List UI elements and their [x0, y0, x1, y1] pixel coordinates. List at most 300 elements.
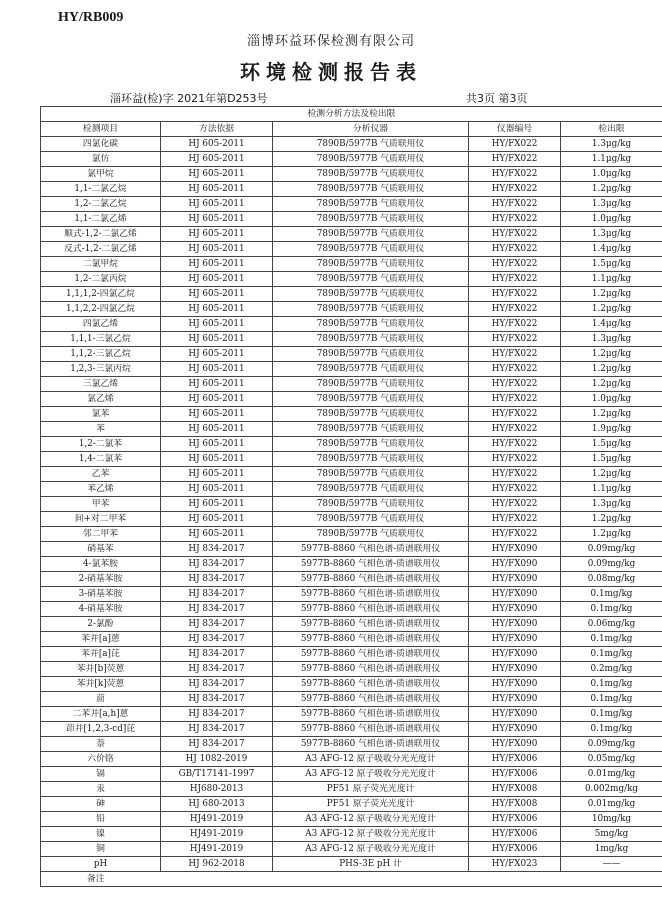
cell-instrument-no: HY/FX090	[469, 707, 561, 722]
cell-instrument-no: HY/FX022	[469, 422, 561, 437]
cell-test-item: 4-硝基苯胺	[41, 602, 161, 617]
report-number: 淄环益(检)字 2021年第D253号	[110, 92, 268, 105]
cell-test-item: 萘	[41, 737, 161, 752]
cell-test-item: 氯甲烷	[41, 167, 161, 182]
cell-method: HJ 605-2011	[161, 422, 273, 437]
cell-instrument: 7890B/5977B 气质联用仪	[273, 182, 469, 197]
cell-method: HJ680-2013	[161, 782, 273, 797]
table-row	[41, 647, 662, 662]
cell-instrument-no: HY/FX090	[469, 602, 561, 617]
cell-instrument: 7890B/5977B 气质联用仪	[273, 242, 469, 257]
cell-method: HJ 605-2011	[161, 302, 273, 317]
cell-method: HJ 834-2017	[161, 632, 273, 647]
cell-test-item: 邻二甲苯	[41, 527, 161, 542]
cell-method: HJ 605-2011	[161, 242, 273, 257]
cell-method: HJ 605-2011	[161, 212, 273, 227]
detection-methods-table	[40, 106, 662, 887]
cell-instrument-no: HY/FX022	[469, 317, 561, 332]
table-row	[41, 662, 662, 677]
cell-instrument-no: HY/FX022	[469, 212, 561, 227]
cell-test-item: 顺式-1,2-二氯乙烯	[41, 227, 161, 242]
table-row	[41, 632, 662, 647]
cell-detection-limit: 1.2μg/kg	[561, 407, 662, 422]
cell-detection-limit: 0.1mg/kg	[561, 677, 662, 692]
section-title-row	[41, 107, 662, 122]
cell-detection-limit: 1.2μg/kg	[561, 302, 662, 317]
cell-test-item: 3-硝基苯胺	[41, 587, 161, 602]
cell-test-item: 4-氯苯胺	[41, 557, 161, 572]
cell-detection-limit: 1.2μg/kg	[561, 362, 662, 377]
cell-test-item: 间+对二甲苯	[41, 512, 161, 527]
cell-instrument: 7890B/5977B 气质联用仪	[273, 302, 469, 317]
cell-test-item: 1,1-二氯乙烯	[41, 212, 161, 227]
cell-test-item: 砷	[41, 797, 161, 812]
cell-instrument-no: HY/FX022	[469, 377, 561, 392]
cell-method: HJ491-2019	[161, 842, 273, 857]
cell-instrument: A3 AFG-12 原子吸收分光光度计	[273, 767, 469, 782]
table-row	[41, 407, 662, 422]
cell-instrument: 7890B/5977B 气质联用仪	[273, 422, 469, 437]
table-row	[41, 527, 662, 542]
cell-instrument-no: HY/FX090	[469, 662, 561, 677]
cell-instrument-no: HY/FX022	[469, 227, 561, 242]
cell-detection-limit: 0.1mg/kg	[561, 587, 662, 602]
cell-method: HJ 605-2011	[161, 197, 273, 212]
table-row	[41, 497, 662, 512]
cell-detection-limit: 0.01mg/kg	[561, 797, 662, 812]
page-info: 共3页 第3页	[466, 92, 528, 105]
cell-detection-limit: 1.0μg/kg	[561, 167, 662, 182]
column-header-instrument: 分析仪器	[273, 122, 469, 137]
table-row	[41, 782, 662, 797]
cell-instrument-no: HY/FX006	[469, 812, 561, 827]
cell-detection-limit: 1.2μg/kg	[561, 347, 662, 362]
cell-detection-limit: 1.5μg/kg	[561, 437, 662, 452]
cell-instrument: 7890B/5977B 气质联用仪	[273, 227, 469, 242]
cell-test-item: 镍	[41, 827, 161, 842]
table-row	[41, 767, 662, 782]
cell-detection-limit: 0.2mg/kg	[561, 662, 662, 677]
column-header-detection-limit: 检出限	[561, 122, 662, 137]
cell-method: HJ 834-2017	[161, 722, 273, 737]
cell-instrument: PF51 原子荧光光度计	[273, 782, 469, 797]
cell-instrument: 7890B/5977B 气质联用仪	[273, 467, 469, 482]
cell-instrument-no: HY/FX090	[469, 737, 561, 752]
cell-instrument-no: HY/FX022	[469, 347, 561, 362]
cell-method: HJ 605-2011	[161, 512, 273, 527]
cell-instrument: 5977B-8860 气相色谱-质谱联用仪	[273, 722, 469, 737]
cell-test-item: 汞	[41, 782, 161, 797]
cell-instrument-no: HY/FX022	[469, 287, 561, 302]
cell-instrument: A3 AFG-12 原子吸收分光光度计	[273, 812, 469, 827]
cell-detection-limit: 1.3μg/kg	[561, 197, 662, 212]
cell-instrument: 7890B/5977B 气质联用仪	[273, 452, 469, 467]
table-row	[41, 377, 662, 392]
cell-instrument: 7890B/5977B 气质联用仪	[273, 152, 469, 167]
cell-method: HJ491-2019	[161, 827, 273, 842]
table-row	[41, 677, 662, 692]
cell-detection-limit: 1.3μg/kg	[561, 137, 662, 152]
cell-test-item: 苯并[a]芘	[41, 647, 161, 662]
cell-instrument-no: HY/FX008	[469, 782, 561, 797]
cell-method: HJ 834-2017	[161, 617, 273, 632]
cell-test-item: 氯乙烯	[41, 392, 161, 407]
cell-method: HJ 834-2017	[161, 737, 273, 752]
cell-instrument: PHS-3E pH 计	[273, 857, 469, 872]
cell-instrument-no: HY/FX022	[469, 467, 561, 482]
cell-instrument: 7890B/5977B 气质联用仪	[273, 212, 469, 227]
cell-instrument: 5977B-8860 气相色谱-质谱联用仪	[273, 647, 469, 662]
cell-instrument: 7890B/5977B 气质联用仪	[273, 497, 469, 512]
cell-instrument-no: HY/FX022	[469, 452, 561, 467]
cell-instrument: 7890B/5977B 气质联用仪	[273, 197, 469, 212]
cell-detection-limit: 0.09mg/kg	[561, 542, 662, 557]
cell-method: HJ 605-2011	[161, 272, 273, 287]
cell-method: HJ 834-2017	[161, 572, 273, 587]
cell-test-item: pH	[41, 857, 161, 872]
table-row	[41, 542, 662, 557]
cell-detection-limit: 0.05mg/kg	[561, 752, 662, 767]
cell-test-item: 1,1,2-三氯乙烷	[41, 347, 161, 362]
cell-instrument-no: HY/FX023	[469, 857, 561, 872]
company-name: 淄博环益环保检测有限公司	[246, 34, 415, 49]
cell-detection-limit: 1.1μg/kg	[561, 482, 662, 497]
cell-instrument: 5977B-8860 气相色谱-质谱联用仪	[273, 632, 469, 647]
cell-method: HJ 605-2011	[161, 407, 273, 422]
cell-instrument: 5977B-8860 气相色谱-质谱联用仪	[273, 557, 469, 572]
cell-instrument: A3 AFG-12 原子吸收分光光度计	[273, 827, 469, 842]
cell-instrument-no: HY/FX022	[469, 257, 561, 272]
cell-test-item: 茚并[1,2,3-cd]芘	[41, 722, 161, 737]
cell-test-item: 1,2-二氯丙烷	[41, 272, 161, 287]
table-row	[41, 137, 662, 152]
cell-method: HJ 605-2011	[161, 452, 273, 467]
cell-test-item: 1,1-二氯乙烷	[41, 182, 161, 197]
cell-method: HJ 834-2017	[161, 692, 273, 707]
cell-detection-limit: 1.2μg/kg	[561, 377, 662, 392]
cell-method: HJ 962-2018	[161, 857, 273, 872]
table-row	[41, 242, 662, 257]
cell-instrument-no: HY/FX022	[469, 362, 561, 377]
cell-method: HJ 834-2017	[161, 557, 273, 572]
table-row	[41, 362, 662, 377]
cell-method: HJ 834-2017	[161, 707, 273, 722]
section-title: 检测分析方法及检出限	[41, 107, 662, 122]
cell-detection-limit: 1.3μg/kg	[561, 332, 662, 347]
cell-test-item: 三氯乙烯	[41, 377, 161, 392]
table-row	[41, 467, 662, 482]
table-row	[41, 287, 662, 302]
cell-detection-limit: 1.5μg/kg	[561, 257, 662, 272]
cell-detection-limit: 1.3μg/kg	[561, 227, 662, 242]
cell-instrument: 7890B/5977B 气质联用仪	[273, 377, 469, 392]
cell-test-item: 苯并[k]荧蒽	[41, 677, 161, 692]
table-row	[41, 257, 662, 272]
cell-method: HJ 605-2011	[161, 362, 273, 377]
cell-method: GB/T17141-1997	[161, 767, 273, 782]
cell-detection-limit: 1.2μg/kg	[561, 182, 662, 197]
cell-test-item: 䓛	[41, 692, 161, 707]
cell-instrument: 5977B-8860 气相色谱-质谱联用仪	[273, 662, 469, 677]
cell-method: HJ 605-2011	[161, 257, 273, 272]
cell-detection-limit: 0.1mg/kg	[561, 647, 662, 662]
cell-instrument-no: HY/FX090	[469, 647, 561, 662]
cell-instrument-no: HY/FX022	[469, 197, 561, 212]
cell-instrument-no: HY/FX006	[469, 827, 561, 842]
table-row	[41, 797, 662, 812]
cell-detection-limit: 1.4μg/kg	[561, 242, 662, 257]
table-row	[41, 227, 662, 242]
cell-instrument: 7890B/5977B 气质联用仪	[273, 317, 469, 332]
cell-instrument: 7890B/5977B 气质联用仪	[273, 392, 469, 407]
cell-instrument: 7890B/5977B 气质联用仪	[273, 512, 469, 527]
cell-test-item: 苯并[b]荧蒽	[41, 662, 161, 677]
cell-test-item: 四氯乙烯	[41, 317, 161, 332]
cell-instrument-no: HY/FX006	[469, 842, 561, 857]
cell-instrument: 5977B-8860 气相色谱-质谱联用仪	[273, 707, 469, 722]
cell-instrument: 5977B-8860 气相色谱-质谱联用仪	[273, 572, 469, 587]
cell-detection-limit: 1.2μg/kg	[561, 467, 662, 482]
column-header-item: 检测项目	[41, 122, 161, 137]
cell-method: HJ 834-2017	[161, 587, 273, 602]
cell-instrument: A3 AFG-12 原子吸收分光光度计	[273, 842, 469, 857]
cell-method: HJ 605-2011	[161, 152, 273, 167]
cell-instrument-no: HY/FX022	[469, 302, 561, 317]
cell-method: HJ 605-2011	[161, 437, 273, 452]
report-title: 环境检测报告表	[240, 60, 422, 84]
cell-test-item: 苯	[41, 422, 161, 437]
cell-detection-limit: 0.1mg/kg	[561, 722, 662, 737]
cell-instrument-no: HY/FX022	[469, 512, 561, 527]
cell-test-item: 2-硝基苯胺	[41, 572, 161, 587]
cell-method: HJ 605-2011	[161, 287, 273, 302]
cell-test-item: 乙苯	[41, 467, 161, 482]
table-row	[41, 692, 662, 707]
table-row	[41, 737, 662, 752]
cell-instrument-no: HY/FX022	[469, 182, 561, 197]
cell-instrument-no: HY/FX090	[469, 617, 561, 632]
cell-method: HJ 605-2011	[161, 482, 273, 497]
cell-detection-limit: 1.2μg/kg	[561, 287, 662, 302]
cell-instrument-no: HY/FX090	[469, 692, 561, 707]
column-header-method: 方法依据	[161, 122, 273, 137]
cell-method: HJ 1082-2019	[161, 752, 273, 767]
table-row	[41, 707, 662, 722]
cell-instrument: 5977B-8860 气相色谱-质谱联用仪	[273, 542, 469, 557]
table-row	[41, 857, 662, 872]
cell-detection-limit: 0.01mg/kg	[561, 767, 662, 782]
cell-test-item: 1,1,2,2-四氯乙烷	[41, 302, 161, 317]
column-header-row	[41, 122, 662, 137]
cell-detection-limit: 5mg/kg	[561, 827, 662, 842]
table-row	[41, 392, 662, 407]
cell-method: HJ 605-2011	[161, 392, 273, 407]
cell-detection-limit: 0.09mg/kg	[561, 737, 662, 752]
cell-method: HJ 834-2017	[161, 602, 273, 617]
document-code: HY/RB009	[58, 10, 124, 25]
cell-instrument: 7890B/5977B 气质联用仪	[273, 332, 469, 347]
table-row	[41, 827, 662, 842]
cell-method: HJ 605-2011	[161, 377, 273, 392]
cell-detection-limit: 0.09mg/kg	[561, 557, 662, 572]
cell-detection-limit: 0.002mg/kg	[561, 782, 662, 797]
cell-instrument: 5977B-8860 气相色谱-质谱联用仪	[273, 692, 469, 707]
cell-method: HJ 605-2011	[161, 137, 273, 152]
cell-instrument: 5977B-8860 气相色谱-质谱联用仪	[273, 617, 469, 632]
table-row	[41, 452, 662, 467]
cell-instrument-no: HY/FX022	[469, 332, 561, 347]
cell-instrument-no: HY/FX090	[469, 542, 561, 557]
cell-test-item: 铜	[41, 842, 161, 857]
table-row	[41, 617, 662, 632]
cell-instrument-no: HY/FX006	[469, 752, 561, 767]
cell-instrument-no: HY/FX022	[469, 482, 561, 497]
table-row	[41, 152, 662, 167]
cell-test-item: 1,2-二氯乙烷	[41, 197, 161, 212]
cell-instrument: A3 AFG-12 原子吸收分光光度计	[273, 752, 469, 767]
cell-test-item: 甲苯	[41, 497, 161, 512]
cell-instrument-no: HY/FX090	[469, 587, 561, 602]
cell-method: HJ 605-2011	[161, 497, 273, 512]
cell-instrument-no: HY/FX022	[469, 152, 561, 167]
cell-test-item: 1,1,1,2-四氯乙烷	[41, 287, 161, 302]
table-row	[41, 587, 662, 602]
table-row	[41, 812, 662, 827]
cell-method: HJ 605-2011	[161, 347, 273, 362]
cell-detection-limit: 1.1μg/kg	[561, 272, 662, 287]
note-label: 备注	[41, 872, 662, 887]
cell-instrument-no: HY/FX006	[469, 767, 561, 782]
table-row	[41, 212, 662, 227]
cell-instrument-no: HY/FX090	[469, 557, 561, 572]
cell-method: HJ 605-2011	[161, 332, 273, 347]
cell-instrument-no: HY/FX090	[469, 722, 561, 737]
cell-instrument: 7890B/5977B 气质联用仪	[273, 437, 469, 452]
cell-test-item: 反式-1,2-二氯乙烯	[41, 242, 161, 257]
cell-method: HJ 834-2017	[161, 647, 273, 662]
table-row	[41, 317, 662, 332]
table-row	[41, 347, 662, 362]
cell-instrument: 7890B/5977B 气质联用仪	[273, 137, 469, 152]
table-row	[41, 197, 662, 212]
cell-instrument: 7890B/5977B 气质联用仪	[273, 482, 469, 497]
cell-test-item: 硝基苯	[41, 542, 161, 557]
cell-instrument-no: HY/FX090	[469, 572, 561, 587]
cell-instrument-no: HY/FX090	[469, 677, 561, 692]
cell-method: HJ 605-2011	[161, 227, 273, 242]
table-row	[41, 182, 662, 197]
cell-instrument: 5977B-8860 气相色谱-质谱联用仪	[273, 587, 469, 602]
cell-detection-limit: 1mg/kg	[561, 842, 662, 857]
cell-method: HJ 605-2011	[161, 527, 273, 542]
cell-detection-limit: 1.2μg/kg	[561, 527, 662, 542]
table-row	[41, 167, 662, 182]
cell-instrument: 7890B/5977B 气质联用仪	[273, 287, 469, 302]
cell-instrument-no: HY/FX022	[469, 392, 561, 407]
cell-method: HJ491-2019	[161, 812, 273, 827]
cell-detection-limit: 10mg/kg	[561, 812, 662, 827]
cell-instrument-no: HY/FX022	[469, 272, 561, 287]
cell-instrument-no: HY/FX022	[469, 137, 561, 152]
cell-test-item: 二苯并[a,h]蒽	[41, 707, 161, 722]
cell-test-item: 2-氯酚	[41, 617, 161, 632]
cell-instrument-no: HY/FX090	[469, 632, 561, 647]
cell-test-item: 铅	[41, 812, 161, 827]
cell-test-item: 四氯化碳	[41, 137, 161, 152]
table-row	[41, 272, 662, 287]
cell-instrument-no: HY/FX008	[469, 797, 561, 812]
table-row	[41, 842, 662, 857]
cell-test-item: 1,2,3-三氯丙烷	[41, 362, 161, 377]
cell-detection-limit: ——	[561, 857, 662, 872]
note-row	[41, 872, 662, 887]
cell-method: HJ 605-2011	[161, 182, 273, 197]
cell-method: HJ 834-2017	[161, 662, 273, 677]
cell-detection-limit: 1.3μg/kg	[561, 497, 662, 512]
cell-test-item: 氯苯	[41, 407, 161, 422]
cell-instrument: PF51 原子荧光光度计	[273, 797, 469, 812]
cell-test-item: 1,1,1-三氯乙烷	[41, 332, 161, 347]
cell-test-item: 氯仿	[41, 152, 161, 167]
table-row	[41, 752, 662, 767]
table-row	[41, 332, 662, 347]
cell-test-item: 苯乙烯	[41, 482, 161, 497]
cell-instrument-no: HY/FX022	[469, 167, 561, 182]
cell-instrument: 5977B-8860 气相色谱-质谱联用仪	[273, 677, 469, 692]
table-row	[41, 557, 662, 572]
cell-detection-limit: 0.06mg/kg	[561, 617, 662, 632]
table-row	[41, 422, 662, 437]
cell-instrument: 7890B/5977B 气质联用仪	[273, 257, 469, 272]
cell-detection-limit: 1.0μg/kg	[561, 212, 662, 227]
cell-detection-limit: 0.1mg/kg	[561, 707, 662, 722]
cell-instrument-no: HY/FX022	[469, 407, 561, 422]
table-row	[41, 437, 662, 452]
cell-instrument: 5977B-8860 气相色谱-质谱联用仪	[273, 602, 469, 617]
cell-instrument-no: HY/FX022	[469, 437, 561, 452]
table-row	[41, 602, 662, 617]
cell-test-item: 二氯甲烷	[41, 257, 161, 272]
cell-instrument-no: HY/FX022	[469, 497, 561, 512]
cell-instrument: 7890B/5977B 气质联用仪	[273, 272, 469, 287]
table-row	[41, 512, 662, 527]
cell-method: HJ 834-2017	[161, 542, 273, 557]
cell-test-item: 1,2-二氯苯	[41, 437, 161, 452]
cell-instrument: 7890B/5977B 气质联用仪	[273, 347, 469, 362]
cell-test-item: 1,4-二氯苯	[41, 452, 161, 467]
column-header-instrument-no: 仪器编号	[469, 122, 561, 137]
cell-detection-limit: 0.1mg/kg	[561, 692, 662, 707]
cell-detection-limit: 1.5μg/kg	[561, 452, 662, 467]
cell-instrument: 7890B/5977B 气质联用仪	[273, 362, 469, 377]
cell-detection-limit: 0.08mg/kg	[561, 572, 662, 587]
table-row	[41, 572, 662, 587]
cell-method: HJ 605-2011	[161, 167, 273, 182]
cell-test-item: 镉	[41, 767, 161, 782]
cell-instrument: 7890B/5977B 气质联用仪	[273, 527, 469, 542]
table-row	[41, 302, 662, 317]
cell-instrument: 7890B/5977B 气质联用仪	[273, 167, 469, 182]
cell-method: HJ 834-2017	[161, 677, 273, 692]
cell-test-item: 苯并[a]蒽	[41, 632, 161, 647]
table-row	[41, 482, 662, 497]
cell-detection-limit: 0.1mg/kg	[561, 632, 662, 647]
cell-instrument: 7890B/5977B 气质联用仪	[273, 407, 469, 422]
cell-detection-limit: 1.2μg/kg	[561, 512, 662, 527]
cell-method: HJ 680-2013	[161, 797, 273, 812]
cell-detection-limit: 1.0μg/kg	[561, 392, 662, 407]
cell-instrument: 5977B-8860 气相色谱-质谱联用仪	[273, 737, 469, 752]
